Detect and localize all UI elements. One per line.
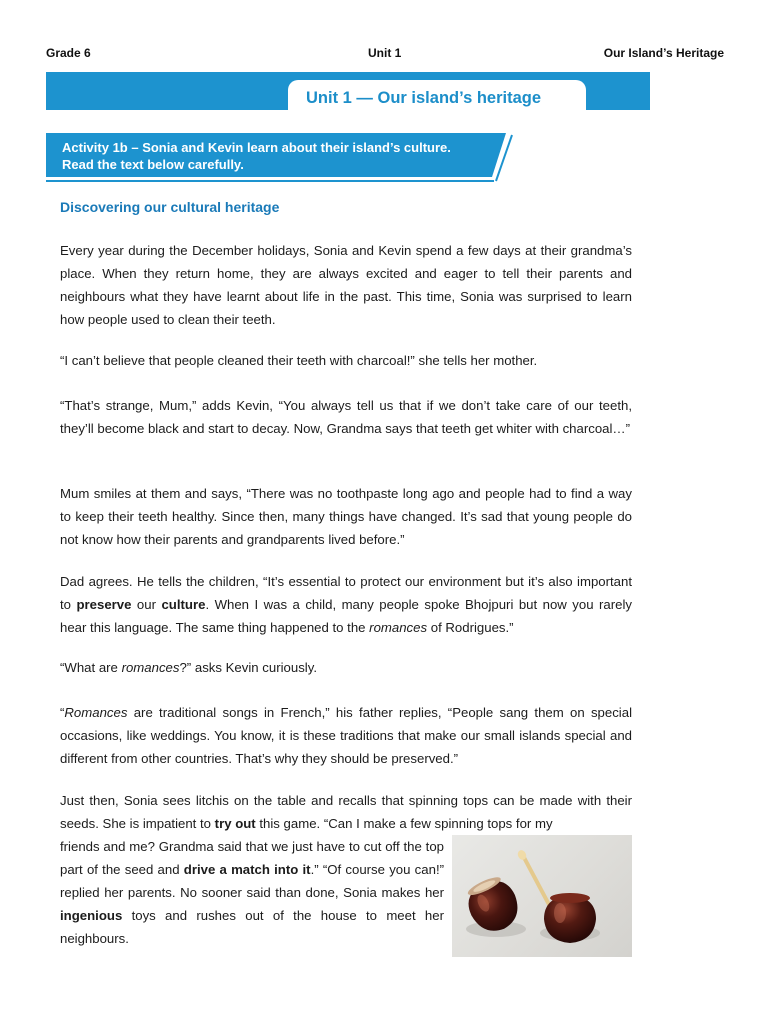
p7-text-c: are traditional songs in French,” his father replies, “People sang them on special occasions, like weddings. You know, it is these traditions that make our small islands special and different from other countries. That’s why they should be preserved.” xyxy=(60,705,632,766)
p7-word-romances: Romances xyxy=(64,705,128,720)
p9-word-ingenious: ingenious xyxy=(60,908,123,923)
litchi-seed-illustration xyxy=(452,835,632,957)
paragraph-2: “I can’t believe that people cleaned their teeth with charcoal!” she tells her mother. xyxy=(60,353,538,368)
p5-text-a: Dad agrees. He tells the children, “It’s essential to protect our environment but it’s also important to xyxy=(60,574,632,612)
p5-text-c: our xyxy=(131,597,162,612)
p8-text-c: this game. “Can I make a few spinning tops for my xyxy=(255,816,553,831)
p5-word-culture: culture xyxy=(161,597,206,612)
p9-phrase-drive-a-match: drive a match into it xyxy=(183,862,311,877)
p7-text-a: “ xyxy=(60,705,65,720)
p8-text-a: Just then, Sonia sees litchis on the table and recalls that spinning tops can be made with their seeds. She is impatient to xyxy=(60,793,632,831)
paragraph-1: Every year during the December holidays, Sonia and Kevin spend a few days at their grandma’s place. When they return home, they are always excited and eager to tell their parents and neighbours what they have learnt about life in the past. This time, Sonia was surprised to learn how people used to clean their teeth. xyxy=(60,243,632,327)
paragraph-6 xyxy=(60,656,632,679)
header-unit: Unit 1 xyxy=(368,46,402,60)
paragraph-4: Mum smiles at them and says, “There was no toothpaste long ago and people had to find a way to keep their teeth healthy. Since then, many things have changed. It’s sad that young people do not know how their parents and grandparents lived before.” xyxy=(60,486,632,547)
paragraph-3: “That’s strange, Mum,” adds Kevin, “You always tell us that if we don’t take care of our teeth, they’ll become black and start to decay. Now, Grandma says that teeth get whiter with charcoal…” xyxy=(60,398,632,436)
p5-word-romances: romances xyxy=(369,620,428,635)
paragraph-8 xyxy=(60,789,632,835)
section-heading: Discovering our cultural heritage xyxy=(60,199,280,215)
p5-word-preserve: preserve xyxy=(76,597,132,612)
activity-line-1: Activity 1b – Sonia and Kevin learn about their island’s culture. xyxy=(62,140,451,155)
p9-text-e: toys and rushes out of the house to meet her neighbours. xyxy=(60,908,444,946)
activity-instructions xyxy=(62,139,502,173)
page-header xyxy=(46,46,724,64)
paragraph-5 xyxy=(60,570,632,639)
p8-word-try-out: try out xyxy=(214,816,256,831)
spinning-tops-photo xyxy=(452,835,632,957)
paragraph-9 xyxy=(60,835,444,950)
p9-text-a: friends and me? Grandma said that we just have to cut off the top part of the seed and xyxy=(60,839,444,877)
header-grade: Grade 6 xyxy=(46,46,91,60)
unit-title: Unit 1 — Our island’s heritage xyxy=(306,89,542,107)
p9-text-c: .” “Of course you can!” replied her parents. No sooner said than done, Sonia makes her xyxy=(60,862,444,900)
p5-text-g: of Rodrigues.” xyxy=(427,620,514,635)
p5-text-e: . When I was a child, many people spoke Bhojpuri but now you rarely hear this language. The same thing happened to the xyxy=(60,597,633,635)
paragraph-7 xyxy=(60,701,632,770)
header-title: Our Island’s Heritage xyxy=(603,46,724,60)
p6-text-a: “What are xyxy=(60,660,122,675)
p6-text-c: ?” asks Kevin curiously. xyxy=(179,660,318,675)
activity-line-2: Read the text below carefully. xyxy=(62,157,244,172)
p6-word-romances: romances xyxy=(121,660,180,675)
